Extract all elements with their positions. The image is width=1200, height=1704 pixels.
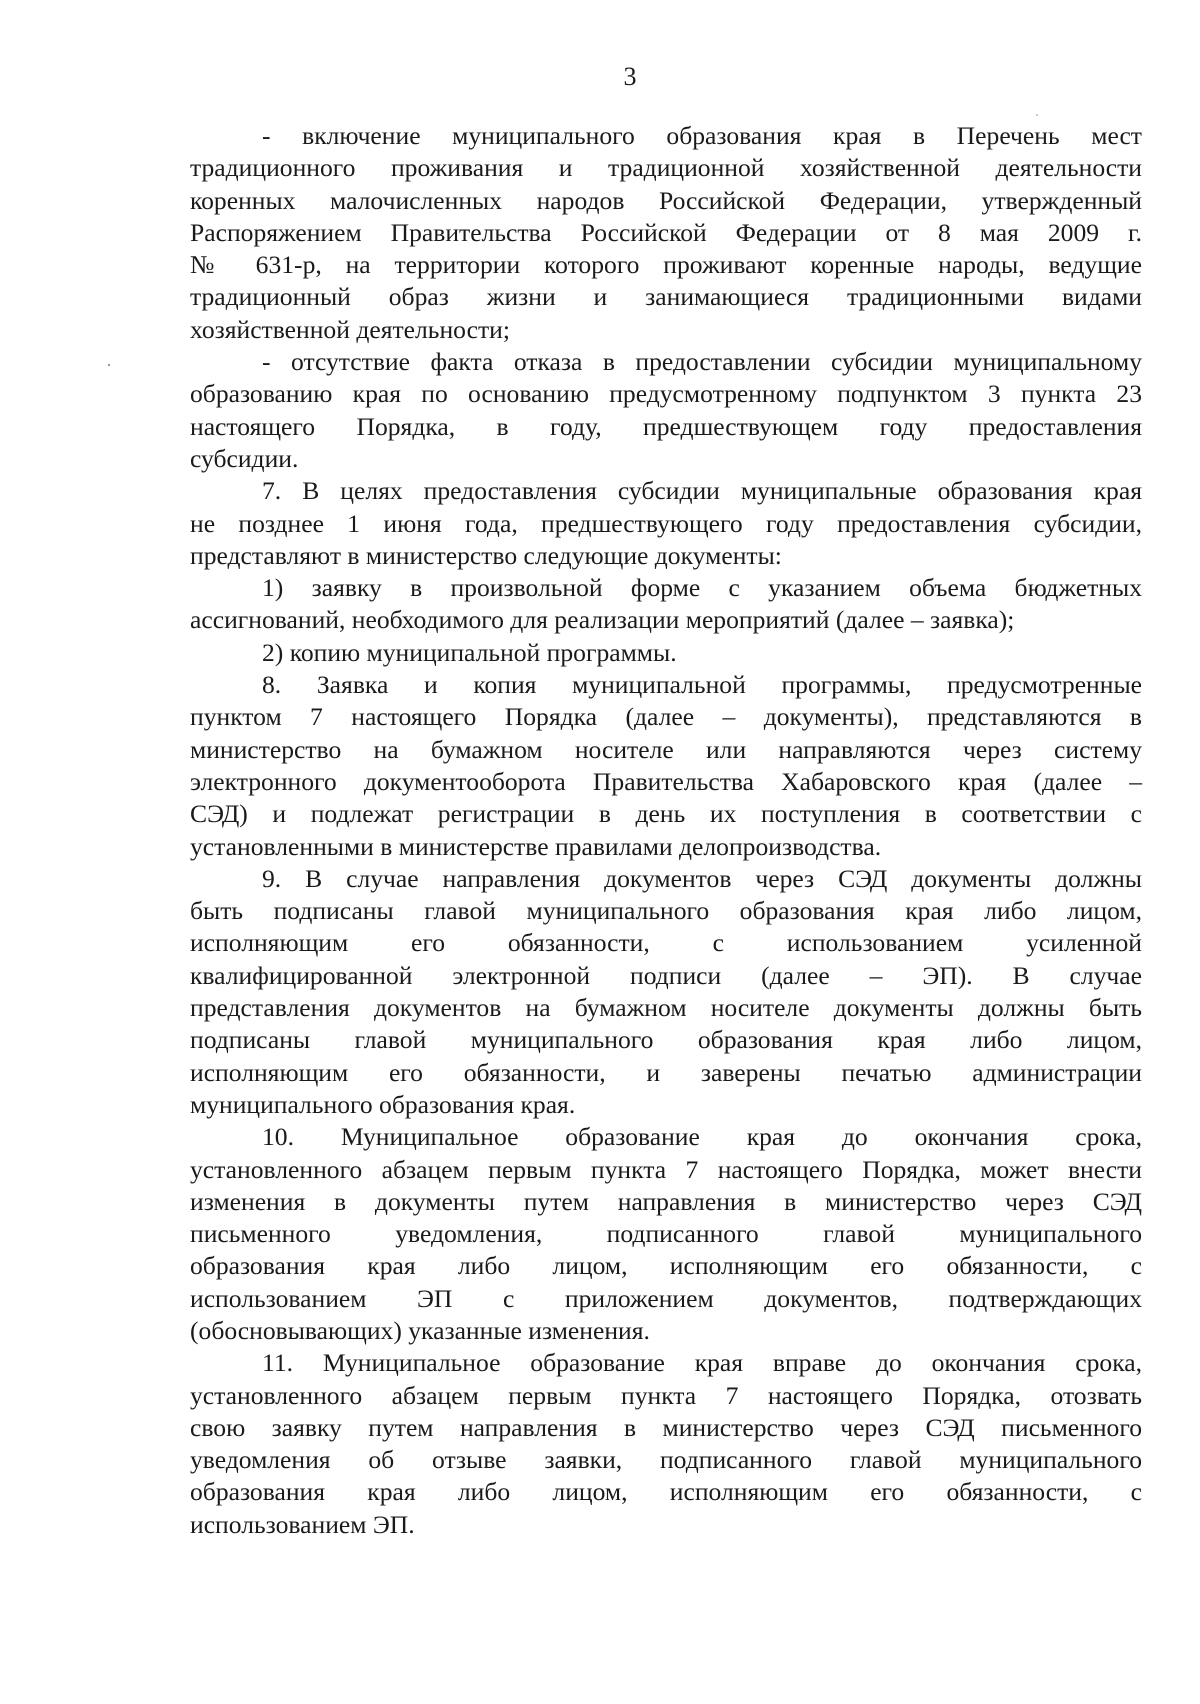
text-line: традиционного проживания и традиционной хозяйственной деятельности: [190, 153, 1142, 183]
paragraph: [190, 120, 1142, 346]
text-line: СЭД) и подлежат регистрации в день их поступления в соответствии с: [190, 799, 1142, 829]
text-line: быть подписаны главой муниципального образования края либо лицом,: [190, 896, 1142, 926]
scan-speck: [108, 364, 110, 366]
paragraph: [190, 863, 1142, 1121]
text-line: 11. Муниципальное образование края вправе до окончания срока,: [262, 1348, 1142, 1378]
text-line: (обосновывающих) указанные изменения.: [190, 1315, 650, 1345]
text-line: 2) копию муниципальной программы.: [262, 637, 677, 667]
paragraph: [190, 1121, 1142, 1347]
text-line: исполняющим его обязанности, с использованием усиленной: [190, 928, 1142, 958]
text-line: - включение муниципального образования края в Перечень мест: [262, 121, 1142, 150]
paragraph: [190, 572, 1142, 637]
text-line: № 631-р, на территории которого проживают коренные народы, ведущие: [190, 250, 1142, 280]
text-line: установленными в министерстве правилами делопроизводства.: [190, 831, 882, 861]
text-line: 7. В целях предоставления субсидии муниципальные образования края: [262, 476, 1142, 506]
text-line: установленного абзацем первым пункта 7 настоящего Порядка, отозвать: [190, 1380, 1142, 1410]
text-line: письменного уведомления, подписанного главой муниципального: [190, 1219, 1142, 1249]
text-line: электронного документооборота Правительства Хабаровского края (далее –: [190, 766, 1142, 796]
text-line: 9. В случае направления документов через СЭД документы должны: [262, 863, 1142, 893]
paragraph: [190, 637, 1142, 669]
text-line: муниципального образования края.: [190, 1089, 576, 1119]
text-line: образования края либо лицом, исполняющим его обязанности, с: [190, 1251, 1142, 1281]
text-line: - отсутствие факта отказа в предоставлении субсидии муниципальному: [262, 347, 1142, 377]
text-line: исполняющим его обязанности, и заверены печатью администрации: [190, 1057, 1142, 1087]
text-line: 8. Заявка и копия муниципальной программы, предусмотренные: [262, 670, 1142, 700]
text-line: установленного абзацем первым пункта 7 настоящего Порядка, может внести: [190, 1154, 1142, 1184]
text-line: традиционный образ жизни и занимающиеся традиционными видами: [190, 282, 1142, 312]
scan-speck: [1036, 114, 1038, 116]
text-line: уведомления об отзыве заявки, подписанного главой муниципального: [190, 1445, 1142, 1475]
text-line: субсидии.: [190, 443, 299, 473]
text-line: ассигнований, необходимого для реализации мероприятий (далее – заявка);: [190, 605, 1015, 635]
text-line: министерство на бумажном носителе или направляются через систему: [190, 734, 1142, 764]
text-line: образования края либо лицом, исполняющим его обязанности, с: [190, 1477, 1142, 1507]
text-line: представляют в министерство следующие документы:: [190, 540, 782, 570]
text-line: пунктом 7 настоящего Порядка (далее – документы), представляются в: [190, 702, 1142, 732]
text-line: использованием ЭП с приложением документов, подтверждающих: [190, 1283, 1142, 1313]
text-line: не позднее 1 июня года, предшествующего году предоставления субсидии,: [190, 508, 1142, 538]
text-line: подписаны главой муниципального образования края либо лицом,: [190, 1025, 1142, 1055]
text-line: использованием ЭП.: [190, 1509, 415, 1539]
text-line: хозяйственной деятельности;: [190, 314, 510, 344]
page-number: 3: [623, 62, 637, 91]
text-line: изменения в документы путем направления в министерство через СЭД: [190, 1186, 1142, 1216]
text-line: свою заявку путем направления в министерство через СЭД письменного: [190, 1412, 1142, 1442]
paragraph: [190, 346, 1142, 475]
text-line: представления документов на бумажном носителе документы должны быть: [190, 993, 1142, 1023]
text-line: 1) заявку в произвольной форме с указанием объема бюджетных: [262, 573, 1142, 603]
paragraph: [190, 669, 1142, 863]
text-line: образованию края по основанию предусмотренному подпунктом 3 пункта 23: [190, 379, 1142, 409]
text-line: квалифицированной электронной подписи (далее – ЭП). В случае: [190, 960, 1142, 990]
text-line: настоящего Порядка, в году, предшествующем году предоставления: [190, 411, 1142, 441]
paragraph: [190, 475, 1142, 572]
paragraph: [190, 1347, 1142, 1541]
text-line: коренных малочисленных народов Российской Федерации, утвержденный: [190, 185, 1142, 215]
text-line: Распоряжением Правительства Российской Федерации от 8 мая 2009 г.: [190, 217, 1142, 247]
document-body: [190, 120, 1142, 1541]
text-line: 10. Муниципальное образование края до окончания срока,: [262, 1122, 1142, 1152]
